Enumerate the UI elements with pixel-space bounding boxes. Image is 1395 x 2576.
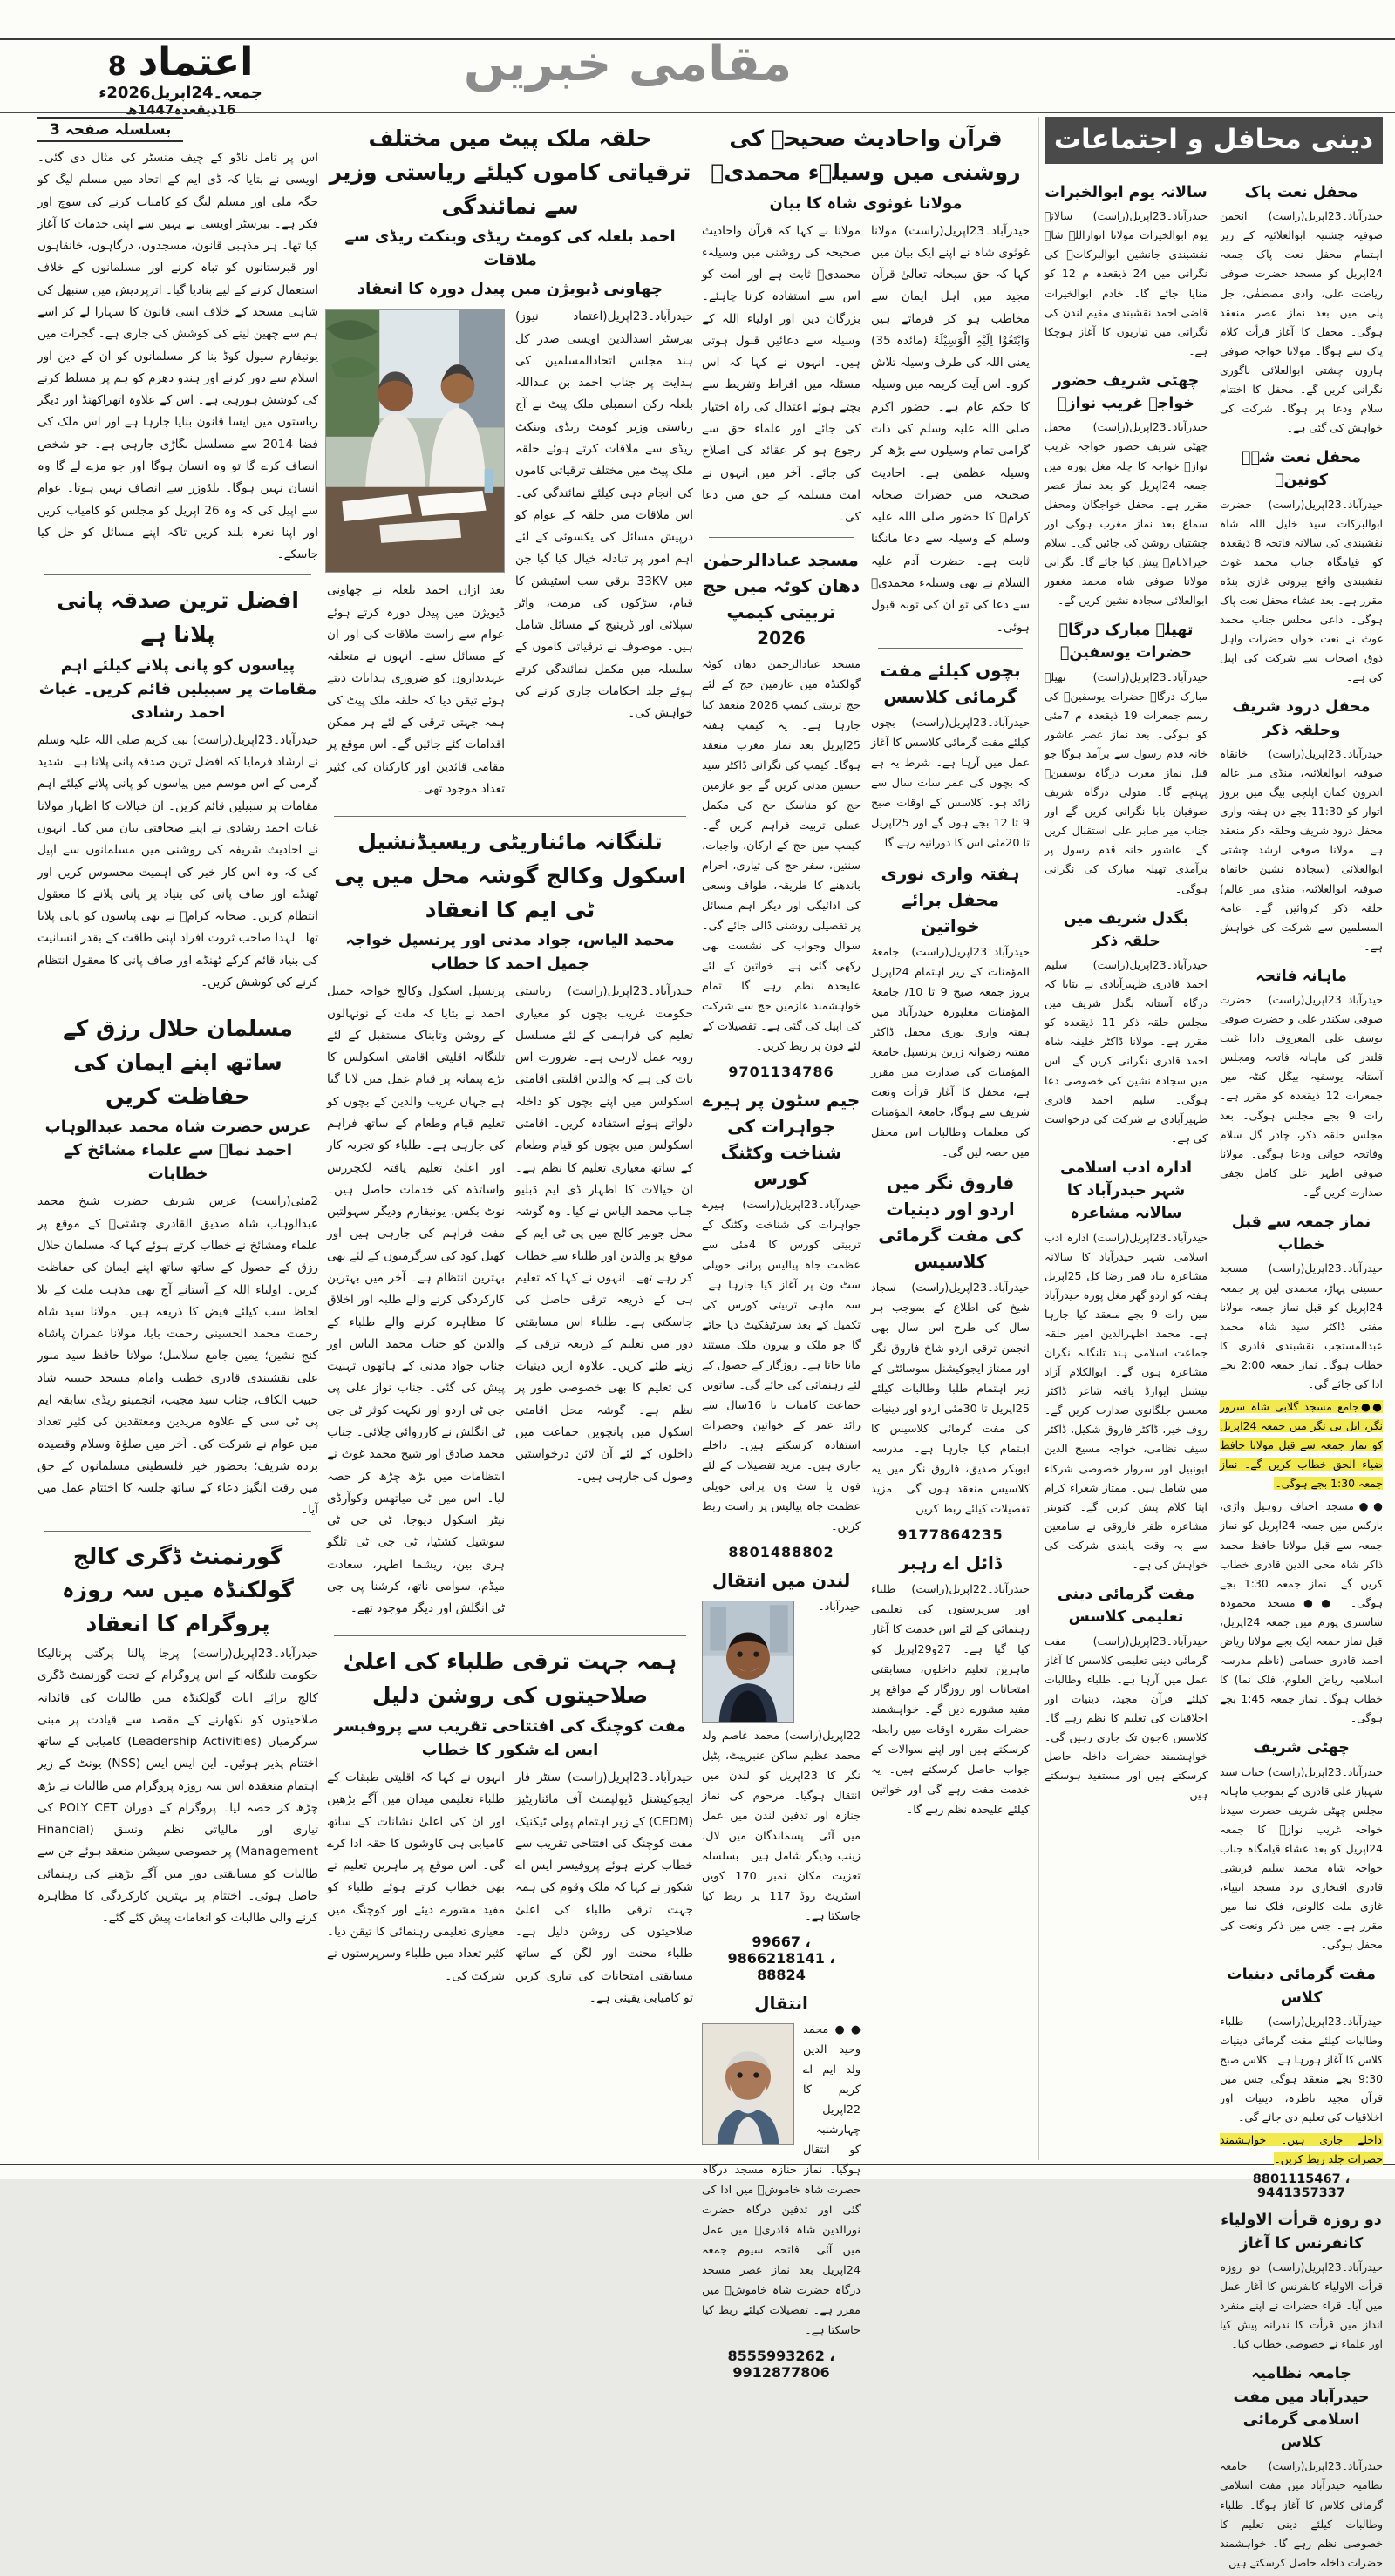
religious-item-body: حیدرآباد۔23اپریل(راست) مسجد حسینی پہاڑ، محمدی لین پر جمعہ 24اپریل کو قبل نماز جمعہ مولانا مفتی ڈاکٹر سید شاہ محمد عبدالمستجب نقشبندی قادری کا خطاب ہوگا۔ نماز جمعہ 2:00 بجے ادا کی جائے گی۔ xyxy=(1220,1261,1383,1390)
malakpet-headline: حلقہ ملک پیٹ میں مختلف ترقیاتی کاموں کیلئے ریاستی وزیر سے نمائندگی xyxy=(329,126,691,219)
religious-item-phone: 8801115467 ، 9441357337 xyxy=(1252,2172,1351,2201)
obituary-portrait-photo xyxy=(702,1601,794,1723)
religious-item xyxy=(1220,1737,1383,1954)
malakpet-deck3: چھاونی ڈیویژن میں پیدل دورہ کا انعقاد xyxy=(357,280,663,299)
religious-item-title: تھیلہ مبارک درگاہ حضرات یوسفینؒ xyxy=(1058,622,1194,663)
london-obituary-block xyxy=(702,1597,861,1927)
column-5 xyxy=(871,221,1030,2389)
degree-college-body: حیدرآباد۔23اپریل(راست) پرجا پالنا پرگتی پرنالیکا حکومت تلنگانہ کے اس پروگرام کے تحت گورنمنٹ ڈگری کالج برائے اناث گولکنڈہ میں طالبات کی قائدانہ صلاحیتوں کو نکھارنے کے مقصد سے قیادت پر مبنی سرگرمیاں (Leadership Activities) کامیابی کے ساتھ اختتام پذیر ہوئیں۔ این ایس ایس (NSS) یونٹ کے زیر اہتمام منعقدہ اس سہ روزہ پروگرام میں طالبات نے بڑھ چڑھ کر حصہ لیا۔ پروگرام کے دوران POLY CET کی تیاری اور مالیاتی نظم ونسق (Financial Management) پر خصوصی سیشن منعقد ہوئے جن سے طالبات کو مسابقتی دور میں آگے بڑھنے کی رہنمائی حاصل ہوئی۔ اختتام پر بہترین کارکردگی کا مظاہرہ کرنے والی طالبات کو انعامات پیش کئے گئے۔ xyxy=(37,1646,318,1926)
halal-headline: مسلمان حلال رزق کے ساتھ اپنے ایمان کی حفاظت کریں xyxy=(63,1016,293,1109)
london-obituary-headline: لندن میں انتقال xyxy=(711,1569,851,1591)
page-number: 8 xyxy=(107,51,126,82)
death-notice-body: ●●محمد وحید الدین ولد ایم اے کریم کا 22اپریل چہارشنبہ کو انتقال ہوگیا۔ نماز جنازہ مسجد درگاہ حضرت شاہ خاموشؒ میں ادا کی گئی اور تدفین درگاہ حضرت نورالدین شاہ قادریؒ میں عمل میں آئی۔ فاتحہ سیوم جمعہ 24اپریل بعد نماز عصر مسجد درگاہ حضرت شاہ خاموشؒ میں مقرر ہے۔ تفصیلات کیلئے ربط کیا جاسکتا ہے۔ xyxy=(702,2022,861,2338)
meeting-photo xyxy=(325,309,505,573)
religious-item xyxy=(1220,965,1383,1202)
halal-subhead: عرس حضرت شاہ محمد عبدالوہاب احمد نماؒ سے علماء مشائخ کے خطابات xyxy=(44,1118,311,1184)
coaching-body-right: حیدرآباد۔23اپریل(راست) سنٹر فار ایجوکیشنل ڈیولپمنٹ آف مائناریٹیز (CEDM) کے زیر اہتمام پولی ٹیکنیک مفت کوچنگ کی افتتاحی تقریب سے خطاب کرتے ہوئے پروفیسر ایس اے شکور نے کہا کہ ملک وقوم کی ہمہ جہت ترقی طلباء کی اعلیٰ صلاحیتوں کی روشن دلیل ہے۔ طلباء محنت اور لگن کے ساتھ مسابقتی امتحانات کی تیاری کریں تو کامیابی یقینی ہے۔ xyxy=(515,1770,693,2005)
hajj-camp-headline: مسجد عبادالرحمٰن دھان کوٹہ میں حج تربیتی کیمپ 2026 xyxy=(702,549,861,649)
article-divider xyxy=(878,648,1023,649)
ptm-headline: تلنگانہ مائناریٹی ریسیڈنشیل اسکول وکالج گوشہ محل میں پی ٹی ایم کا انعقاد xyxy=(334,829,686,922)
religious-item-title: ماہانہ فاتحہ xyxy=(1256,967,1347,985)
london-obituary-body: حیدرآباد۔22اپریل(راست) محمد عاصم ولد محمد عظیم ساکن عنبرپیٹ، پٹیل نگر کا 23اپریل کو لندن میں انتقال ہوگیا۔ مرحوم کی نماز جنازہ اور تدفین لندن میں عمل میں آئی۔ پسماندگان میں لال، زینب ودیگر شامل ہیں۔ بسلسلہ تعزیت مکان نمبر 170 کویں اسٹریٹ روڈ 117 پر ربط کیا جاسکتا ہے۔ xyxy=(702,1600,861,1923)
religious-column-left xyxy=(1045,173,1208,2576)
halal-body: 2مئی(راست) عرس شریف حضرت شیخ محمد عبدالوہاب شاہ صدیق القادری چشتیؒ کے موقع پر علماء ومشائخ نے خطاب کرتے ہوئے کہا کہ مسلمان حلال رزق کے حصول کے ساتھ ساتھ اپنے ایمان کی حفاظت کریں۔ اولیاء اللہ کے آستانے آج بھی مذہب ملت کے بلا لحاظ سب کیلئے فیض کا ذریعہ ہیں۔ مولانا سید شاہ رحمت محمد الحسینی رحمت بابا، مولانا عمران پاشاہ کنج نشین؛ یمین جامع سلاسل؛ مولانا حافظ سید منور علی نقشبندی قادری خطیب وامام مسجد حبیبیہ شاد حبیب الکاف، جناب سید مجیب، انجمینو ریڈی سابقہ ایم پی ٹی سی کے علاوہ مریدین ومعتقدین کی کثیر تعداد میں عوام نے شرکت کی۔ آخر میں صلوٰۃ وسلام وقصیدہ بردہ شریف؛ بحضور خیر فلسطینی مسلمانوں کے حق میں رقت انگیز دعاء کے ساتھ جلسہ کا اختتام عمل میں آیا۔ xyxy=(37,1194,318,1518)
religious-item xyxy=(1045,1583,1208,1805)
section-title: مقامی خبریں xyxy=(463,36,793,92)
column-3 xyxy=(515,981,693,1627)
gemstone-course-phone: 8801488802 xyxy=(728,1543,834,1560)
region-quran xyxy=(702,117,1031,2382)
lead-article-body: اس پر تامل ناڈو کے چیف منسٹر کی مثال دی گئی۔ اویسی نے بتایا کہ ڈی ایم کے اتحاد میں مسلم لیگ کو جگہ ملی اور مسلم لیگ کو کامیاب کرنے کی سوچ اور فکر ہے۔ بیرسٹر اویسی نے یہیں سے اپنی خدمات کا آغاز کیا تھا۔ ہر مذہبی قانون، مسجدوں، درگاہوں، خانقاہوں اور قبرستانوں کو تباہ کرنے اور مسلمانوں کے خلاف استعمال کرنے کے لیے بنادیا گیا۔ اترپردیش میں سنبھل کی شاہی مسجد کے خلاف اسی قانون کا سہارا لے کر اسے ہم سے چھین لینے کی کوشش کی جاری ہے۔ گجرات میں یونیفارم سیول کوڈ بنا کر مسلمانوں کو ان کے دین اور اسلام سے دور کرنے اور ہندو دھرم کو ہم پر مسلط کرنے کی کوشش ہورہی ہے۔ اس کے علاوہ اتھراکھنڈ اور دیگر ریاستوں میں ایسا قانون بنایا جارہا ہے اور اس ملک کی فضا 2014 سے مسلسل بگاڑی جارہی ہے۔ جو شخص انصاف کرے گا تو وہ انسان ہوگا اور جو مزے لے گا وہ انسان نہیں ہوگا۔ بلڈوزر سے انصاف نہیں ہوتا۔ عوام سے اپیل کی کہ وہ 26 اپریل کو مجلس کو کامیاب کریں اور اپنا نعرہ بلند کریں تاکہ اپنے مسائل کو حل کیا جاسکے۔ xyxy=(37,151,319,562)
religious-section xyxy=(1038,117,1384,2569)
religious-item xyxy=(1220,696,1383,955)
column-2 xyxy=(327,981,505,1627)
column-3 xyxy=(515,1767,693,2016)
religious-item-body: حیدرآباد۔23اپریل(راست) دو روزہ قرأت الاولیاء کانفرنس کا آغاز عمل میں آیا۔ قراء حضرات نے اپنے منفرد انداز میں قرأت کا نذرانہ پیش کیا اور علماء نے خصوصی خطاب کیا۔ xyxy=(1220,2260,1383,2351)
religious-item xyxy=(1045,1157,1208,1574)
religious-item-title: بگدل شریف میں حلقہ ذکر xyxy=(1063,909,1189,950)
religious-column-right xyxy=(1220,173,1383,2576)
article-divider xyxy=(334,816,686,817)
degree-college-headline: گورنمنٹ ڈگری کالج گولکنڈہ میں سہ روزہ پروگرام کا انعقاد xyxy=(62,1543,294,1637)
dial-body: حیدرآباد۔22اپریل(راست) طلباء اور سرپرستوں کی تعلیمی رہنمائی کے لئے اس خدمت کا آغاز کیا گیا ہے۔ 27و29اپریل کو ماہرین تعلیم داخلوں، مسابقتی امتحانات اور روزگار کے مواقع پر مفید مشورے دیں گے۔ خواہشمند حضرات مقررہ اوقات میں رابطہ کرسکتے ہیں اور اپنے سوالات کے جواب حاصل کرسکتے ہیں۔ یہ خدمت مفت رہے گی اور خواتین کیلئے علیحدہ نظم رہے گا۔ xyxy=(871,1582,1031,1818)
article-divider xyxy=(709,537,854,538)
noor-mahfil-body: حیدرآباد۔23اپریل(راست) جامعۃ المؤمنات کے زیر اہتمام 24اپریل بروز جمعہ صبح 9 تا 10/ جامعۃ المؤمنات مغلپورہ حیدرآباد میں ہفتہ واری نوری محفل ڈاکٹر مفتیہ رضوانہ زرین پرنسپل جامعۃ المؤمنات کی صدارت میں مقرر ہے، محفل کا آغاز قرأت ونعت شریف سے ہوگا، جامعۃ المؤمنات کی معلمات وطالبات اس محفل میں حصہ لیں گی۔ xyxy=(871,946,1030,1160)
kids-classes-headline: بچوں کیلئے مفت گرمائی کلاسس xyxy=(880,659,1021,707)
date-line: جمعہ۔24اپریل2026ء xyxy=(99,84,262,102)
religious-item-title: مفت گرمائی دینی تعلیمی کلاسس xyxy=(1057,1586,1195,1627)
religious-item-title: ادارہ ادب اسلامی شہر حیدرآباد کا سالانہ مشاعرہ xyxy=(1059,1159,1193,1223)
religious-item-body: حیدرآباد۔23اپریل(راست) مفت گرمائی دینی تعلیمی کلاسس کا آغاز عمل میں آرہا ہے۔ طلباء وطالبات کیلئے قرآن مجید، دینیات اور اخلاقیات کی تعلیم کا نظم رہے گا۔ کلاسس 6جون تک جاری رہیں گی۔ خواہشمند حضرات داخلہ حاصل کرسکتے ہیں اور مستفید ہوسکتے ہیں۔ xyxy=(1045,1634,1208,1802)
article-divider xyxy=(334,1635,686,1636)
religious-item-body: حیدرآباد۔23اپریل(راست) خانقاہ صوفیہ ابوالعلائیہ، منڈی میر عالم اندرون کمان اپلچی بیگ میں بروز اتوار کو 11:30 بجے دن ہفتہ واری محفل درود شریف وحلقہ ذکر منعقد ہے۔ مولانا صوفی ارشد چشتی ابوالعلائی (سجادہ نشین خانقاہ صوفیہ ابوالعلائیہ، منڈی میر عالم) حلقہ ذکر کروائیں گے۔ عامۃ المسلمین سے شرکت کی خواہش ہے۔ xyxy=(1220,746,1383,953)
dial-headline: ڈائل اے رہبر xyxy=(899,1552,1002,1573)
continued-label-wrap xyxy=(37,117,318,142)
hijri-date-line: 16ذیقعدہ1447ھ xyxy=(125,102,236,118)
religious-item-title: محفل درود شریف وحلقہ ذکر xyxy=(1232,698,1371,739)
paper-name: اعتماد xyxy=(138,40,254,85)
religious-item-highlight: ●●جامع مسجد گلابی شاہ سرور نگر، ایل بی نگر میں جمعہ 24اپریل کو نماز جمعہ سے قبل مولانا حافظ ضیاء الحق خطاب کریں گے۔ نماز جمعہ 1:30 بجے ہوگی۔ xyxy=(1220,1399,1383,1491)
religious-section-header: دینی محافل و اجتماعات xyxy=(1045,117,1383,164)
religious-item-body: حیدرآباد۔23اپریل(راست) سالانہ یوم ابوالخیرات مولانا انواراللہ شاہ نقشبندی جانشین ابوالبرکاتؒ کی نگرانی میں 24 ذیقعدہ م 12 کو منایا جائے گا۔ خادم ابوالخیرات قاضی احمد نقشبندی مقیم لندن کی نگرانی میں تیاریوں کا آغاز ہوچکا ہے۔ xyxy=(1045,209,1208,357)
quran-headline: قرآن واحادیث صحیحہ کی روشنی میں وسیلہء محمدیؐ xyxy=(711,126,1021,185)
religious-item-body: حیدرآباد۔23اپریل(راست) جامعہ نظامیہ حیدرآباد میں مفت اسلامی گرمائی کلاس کا آغاز ہوگا۔ طلباء وطالبات کیلئے دینی تعلیم کا خصوصی نظم رہے گا۔ خواہشمند حضرات داخلہ حاصل کرسکتے ہیں۔ xyxy=(1220,2459,1383,2569)
religious-item-body2: ●●مسجد احناف روہیل واڑی، بارکس میں جمعہ 24اپریل کو نماز جمعہ سے قبل مولانا حافظ محمد ذاکر شاہ محی الدین قادری خطاب کریں گے۔ نماز جمعہ 1:30 بجے ہوگی۔ ●●مسجد محمودہ شاستری پورم میں جمعہ 24اپریل، قبل نماز جمعہ ایک بجے مولانا ریاض احمد قادری حسامی (ناظم مدرسہ اسلامیہ ریاض العلوم، فلک نما) کا خطاب ہوگا۔ نماز جمعہ 1:45 بجے ہوگی۔ xyxy=(1220,1499,1383,1725)
religious-item xyxy=(1220,1963,1383,2200)
hajj-camp-phone: 9701134786 xyxy=(728,1064,834,1081)
religious-item-title: دو روزہ قرأت الاولیاء کانفرنس کا آغاز xyxy=(1221,2212,1382,2253)
ptm-body-right: حیدرآباد۔23اپریل(راست) ریاستی حکومت غریب بچوں کو معیاری تعلیم کی فراہمی کے لئے مسلسل روبہ عمل لارہی ہے۔ ضرورت اس بات کی ہے کہ والدین اقلیتی اقامتی اسکولس میں اپنے بچوں کو داخلہ دلواتے ہوئے استفادہ کریں۔ اقامتی اسکولس میں بچوں کو قیام وطعام کے ساتھ معیاری تعلیم کا نظم ہے۔ ان خیالات کا اظہار ڈی ایم ڈبلیو جناب محمد الیاس نے کیا۔ وہ گوشہ محل جونیر کالج میں پی ٹی ایم کے موقع پر والدین اور طلباء سے خطاب کر رہے تھے۔ انہوں نے کہا کہ تعلیم ہی کے ذریعہ ترقی حاصل کی جاسکتی ہے۔ طلباء اس مسابقتی دور میں تعلیم کے ذریعہ ترقی کے زینے طئے کریں۔ علاوہ ازیں دینیات کی تعلیم کا بھی خصوصی طور پر نظم ہے۔ گوشہ محل اقامتی اسکول میں پانچویں جماعت میں داخلوں کے لئے آن لائن درخواستیں وصول کی جارہی ہیں۔ xyxy=(515,984,693,1484)
death-notice-portrait-photo xyxy=(702,2023,794,2145)
farooq-nagar-headline: فاروق نگر میں اردو اور دینیات کی مفت گرمائی کلاسیس xyxy=(878,1172,1023,1273)
religious-item-highlight: داخلے جاری ہیں۔ خواہشمند حضرات جلد ربط کریں۔ xyxy=(1220,2133,1383,2166)
quran-body-right: حیدرآباد۔23اپریل(راست) مولانا غوثوی شاہ نے اپنے ایک بیان میں کہا کہ حق سبحانہ تعالیٰ قرآن مجید میں اہل ایمان سے مخاطب ہو کر فرماتے ہیں وَابْتَغُوْا اِلَیْہِ الْوَسِیْلَۃَ (مائدہ 35) یعنی اللہ کی طرف وسیلہ تلاش کرو۔ اس آیت کریمہ میں وسیلہ کا حکم عام ہے۔ حضور اکرم صلی اللہ علیہ وسلم کی ذات گرامی تمام وسیلوں سے بڑھ کر وسیلہ عظمیٰ ہے۔ احادیث صحیحہ میں حضرات صحابہ کرامؓ کا حضور صلی اللہ علیہ وسلم کے وسیلہ سے دعا مانگنا ثابت ہے۔ حضرت آدم علیہ السلام نے بھی وسیلہء محمدیؐ سے دعا کی تو ان کی توبہ قبول ہوئی۔ xyxy=(871,223,1030,635)
religious-item xyxy=(1045,619,1208,898)
farooq-nagar-body: حیدرآباد۔23اپریل(راست) سجاد شیخ کی اطلاع کے بموجب ہر سال کی طرح اس سال بھی انجمن ترقی اردو شاخ فاروق نگر اور ممتاز ایجوکیشنل سوسائٹی کے زیر اہتمام طلبا وطالبات کیلئے 25اپریل تا 30مئی اردو اور دینیات کی مفت گرمائی کلاسیس کا اہتمام کیا جارہا ہے۔ مدرسہ ابوبکر صدیق، فاروق نگر میں یہ کلاسیس منعقد ہوں گی۔ مزید تفصیلات کیلئے ربط کریں۔ xyxy=(871,1281,1031,1516)
religious-item xyxy=(1045,181,1208,361)
malakpet-body-left: بعد ازاں احمد بلعلہ نے چھاونی ڈیویژن میں پیدل دورہ کرتے ہوئے عوام سے راست ملاقات کی اور ان کے مسائل سنے۔ انہوں نے متعلقہ عہدیداروں کو ضروری ہدایات دیتے ہوئے تیقن دیا کہ حلقہ ملک پیٹ کی ہمہ جہتی ترقی کے لئے ہر ممکن اقدامات کئے جائیں گے۔ اس موقع پر مقامی قائدین اور کارکنان کی کثیر تعداد موجود تھی۔ xyxy=(327,583,505,796)
gemstone-course-body: حیدرآباد۔23اپریل(راست) ہیرے جواہرات کی شناخت وکٹنگ کے تربیتی کورس کا 4مئی سے عظمت جاہ پیالیس پرانی حویلی سٹ ون پر آغاز کیا جارہا ہے۔ سہ ماہی تربیتی کورس کی تکمیل کے بعد سرٹیفکیٹ دیا جائے گا جو ملک و بیرون ملک مستند مانا جاتا ہے۔ روزگار کے حصول کے لئے رہنمائی کی جائے گی۔ ساتویں جماعت کامیاب یا 16سال سے زائد عمر کے خواتین وحضرات استفادہ کرسکتے ہیں۔ داخلے جاری ہیں۔ مزید تفصیلات کے لئے فون یا سٹ ون پرانی حویلی عظمت جاہ پیالیس پر راست ربط کریں۔ xyxy=(702,1199,861,1533)
religious-item xyxy=(1220,1211,1383,1728)
religious-item xyxy=(1220,2362,1383,2572)
religious-item-title: محفل نعت شہہ کونینؐ xyxy=(1241,449,1362,490)
coaching-headline: ہمہ جہت ترقی طلباء کی اعلیٰ صلاحیتوں کی روشن دلیل xyxy=(343,1648,677,1709)
masthead xyxy=(45,40,316,118)
religious-item xyxy=(1220,446,1383,687)
noor-mahfil-headline: ہفتہ واری نوری محفل برائے خواتین xyxy=(881,863,1020,937)
religious-item xyxy=(1045,907,1208,1148)
religious-item xyxy=(1045,370,1208,610)
religious-item-title: نماز جمعہ سے قبل خطاب xyxy=(1231,1213,1371,1254)
column-3 xyxy=(515,306,693,807)
ptm-subhead: محمد الیاس، جواد مدنی اور پرنسپل خواجہ جمیل احمد کا خطاب xyxy=(345,931,675,974)
column-2 xyxy=(327,1767,505,2016)
quran-body-left: مولانا نے کہا کہ قرآن واحادیث صحیحہ کی روشنی میں وسیلہء محمدیؐ ثابت ہے اور امت کو اس سے استفادہ کرنا چاہئے۔ بزرگان دین اور اولیاء اللہ کے وسیلہ سے دعائیں قبول ہوتی ہیں۔ انہوں نے کہا کہ اس مسئلہ میں افراط وتفریط سے بچتے ہوئے اعتدال کی راہ اختیار کی جائے اور علماء حق سے رجوع ہو کر عقائد کی اصلاح کی جائے۔ آخر میں انہوں نے امت مسلمہ کے حق میں دعا کی۔ xyxy=(702,223,861,525)
ptm-body-left: پرنسپل اسکول وکالج خواجہ جمیل احمد نے بتایا کہ ملت کے نونہالوں کے روشن وتابناک مستقبل کے لئے تلنگانہ اقلیتی اقامتی اسکولس کا بڑے پیمانہ پر قیام عمل میں لایا گیا ہے جہاں غریب والدین کے بچوں کو تعلیم قیام وطعام کے ساتھ فراہم کی جارہی ہے۔ طلباء کو تجربہ کار اور اعلیٰ تعلیم یافتہ لکچررس واساتذہ کی خدمات حاصل ہیں۔ نوٹ بکس، یونیفارم ودیگر سہولتیں مفت فراہم کی جارہی ہیں اور کھیل کود کی سرگرمیوں کے لئے بھی بہترین انتظام ہے۔ آخر میں بہترین کارکردگی کرنے والے طلبہ اور اخلاق کا مظاہرہ کرنے والے طلباء کے والدین کو جناب محمد الیاس اور جناب جواد مدنی کے ہاتھوں تہنیت پیش کی گئی۔ جناب نواز علی پی جی ٹی اردو اور نکہت کوثر ٹی جی ٹی انگلش نے کارروائی چلائی۔ جناب محمد صادق اور شیخ محمد غوث نے انتظامات میں بڑھ چڑھ کر حصہ لیا۔ اس میں ٹی میاتھس وکوآرڈی نیٹر اسکول دیوجا، ٹی جی ٹی سوشیل کشٹیا، ٹی جی ٹی تلگو ہری بین، ریشما اطہر، سعادت میڈم، سوامی ناتھ، کرشنا پی جی ٹی انگلش اور دیگر موجود تھے۔ xyxy=(327,984,505,1616)
column-1 xyxy=(37,117,318,2160)
religious-item-body: حیدرآباد۔23اپریل(راست) جناب سید شہباز علی قادری کے بموجب ماہانہ مجلس چھٹی شریف حضرت سیدنا خواجہ غریب نوازؒ کا جمعہ 24اپریل کو بعد عشاء قیامگاہ جناب خواجہ شاہ محمد سلیم قریشی قادری افتخاری نزد مسجد انبیاء، غازی ملت کالونی، فلک نما میں مقرر ہے۔ جس میں ذکر ونعت کی محفل ہوگی۔ xyxy=(1220,1764,1383,1952)
religious-item-title: چھٹی شریف xyxy=(1253,1739,1350,1757)
quran-subhead: مولانا غوثوی شاہ کا بیان xyxy=(769,194,963,213)
water-subhead: پیاسوں کو پانی پلانے کیلئے اہم مقامات پر سبیلیں قائم کریں۔ غیاث احمد رشادی xyxy=(38,656,317,722)
religious-item-title: چھٹی شریف حضور خواجہ غریب نوازؒ xyxy=(1052,371,1200,413)
malakpet-deck2: احمد بلعلہ کی کومٹ ریڈی وینکٹ ریڈی سے ملاقات xyxy=(344,228,676,270)
coaching-subhead: مفت کوچنگ کی افتتاحی تقریب سے پروفیسر ایس اے شکور کا خطاب xyxy=(334,1716,686,1759)
religious-item-title: مفت گرمائی دینیات کلاس xyxy=(1227,1966,1376,2007)
death-notice-headline: انتقال xyxy=(754,1992,808,2014)
london-obituary-phones: 99667 ، 9866218141 ، 88824 xyxy=(727,1933,835,1983)
hajj-camp-body: مسجد عبادالرحمٰن دھان کوٹہ گولکنڈہ میں عازمین حج کے لئے حج تربیتی کیمپ 2026 منعقد کیا جارہا ہے۔ یہ کیمپ ہفتہ 25اپریل بعد نماز مغرب منعقد ہوگا۔ کیمپ کی نگرانی ڈاکٹر سید حسین مدنی کریں گے جو عازمین حج کو مناسک حج کی مکمل عملی تربیت فراہم کریں گے۔ کیمپ میں حج کے ارکان، واجبات، سنتیں، سفر حج کی تیاری، احرام باندھنے کا طریقہ، طواف وسعی کی ادائیگی اور دیگر اہم مسائل پر تفصیلی روشنی ڈالی جائے گی۔ سوال وجواب کی نشست بھی رکھی گئی ہے۔ خواتین کے لئے علیحدہ نظم رہے گا۔ تمام خواہشمند عازمین حج سے شرکت کی اپیل کی گئی ہے۔ تفصیلات کے لئے فون پر ربط کریں۔ xyxy=(702,658,861,1054)
religious-item-body: حیدرآباد۔23اپریل(راست) محفل چھٹی شریف حضور خواجہ غریب نوازؒ خواجہ کا چلہ مغل پورہ میں جمعہ 24اپریل کو بعد نماز عصر مقرر ہے۔ محفل خواجگان ومحفل سماع بعد نماز مغرب ہوگی اور چشتیاں روشن کی جائیں گی۔ سلام خیرالانامؐ پیش کیا جائے گا۔ نگرانی مولانا صوفی شاہ محمد مغفور ابوالعلائی سجادہ نشین کریں گے۔ xyxy=(1045,420,1208,608)
religious-item-body: حیدرآباد۔23اپریل(راست) حضرت ابوالبرکات سید خلیل اللہ شاہ نقشبندی کی سالانہ فاتحہ 8 ذیقعدہ کو قیامگاہ جناب محمد غوث نقشبندی واقع بیرونی غازی بنڈہ مقرر ہے۔ بعد عشاء محفل نعت پاک ہوگی۔ داعی مجلس جناب محمد غوث نے نعت خواں حضرات واہل ذوق اصحاب سے شرکت کی اپیل کی ہے۔ xyxy=(1220,497,1383,684)
religious-item-title: جامعہ نظامیہ حیدرآباد میں مفت اسلامی گرمائی کلاس xyxy=(1233,2365,1370,2452)
water-headline: افضل ترین صدقہ پانی پلانا ہے xyxy=(57,588,299,648)
religious-item-body: حیدرآباد۔23اپریل(راست) انجمن صوفیہ چشتیہ ابوالعلائیہ کے زیر اہتمام محفل نعت پاک جمعہ 24اپریل کو مسجد حضرت صوفی ریاضت علی، وادی مصطفٰی، جل پلی میں بعد نماز عصر منعقد ہوگی۔ محفل کا آغاز قرأت کلام پاک سے ہوگا۔ مولانا خواجہ صوفی ہارون چشتی ابوالعلائی ناگوری نگرانی کریں گے۔ محفل کا اختتام سلام ودعا پر ہوگا۔ شرکت کی خواہش کی گئی ہے۔ xyxy=(1220,209,1383,435)
article-divider xyxy=(44,1531,311,1532)
death-notice-phones: 8555993262 ، 9912877806 xyxy=(727,2348,835,2382)
religious-item-body: حیدرآباد۔23اپریل(راست) ادارہ ادب اسلامی شہر حیدرآباد کا سالانہ مشاعرہ بیاد قمر رضا کل 25اپریل ہفتہ کو اردو گھر مغل پورہ حیدرآباد میں رات 9 بجے منعقد کیا جارہا ہے۔ محمد اظہرالدین امیر حلقہ جماعت اسلامی ہند تلنگانہ نگران مشاعرہ ہوں گے۔ ابوالکلام آزاد نیشنل ایوارڈ یافتہ شاعر ڈاکٹر محسن جلگانوی صدارت کریں گے۔ روف خیر، ڈاکٹر فاروق شکیل، ڈاکٹر سیف نظامی، خواجہ مسیح الدین ابونبیل اور سروار خصوصی شرکاء میں شامل ہیں۔ ممتاز شعراء کرام اپنا کلام پیش کریں گے۔ کنوینر مشاعرہ ظفر فاروقی نے سامعین سے بہ وقت پابندی شرکت کی خواہش کی ہے۔ xyxy=(1045,1230,1208,1571)
religious-item-body: حیدرآباد۔23اپریل(راست) سلیم احمد قادری ظہیرآبادی نے بتایا کہ درگاہ آستانہ بگدل شریف میں مجلس حلقہ ذکر 11 ذیقعدہ کو مقرر ہے۔ مولانا ڈاکٹر خلیفہ شاہ احمد قادری نگرانی کریں گے۔ اس میں سجادہ نشین کی خصوصی دعا ہوگی۔ سلیم احمد قادری ظہیرآبادی نے شرکت کی درخواست کی ہے۔ xyxy=(1045,958,1208,1145)
death-notice-block xyxy=(702,2020,861,2342)
religious-item-title: محفل نعت پاک xyxy=(1244,184,1358,201)
farooq-nagar-phone: 9177864235 xyxy=(897,1526,1004,1543)
malakpet-body-right: حیدرآباد۔23اپریل(اعتماد نیوز) بیرسٹر اسدالدین اویسی صدر کل ہند مجلس اتحادالمسلمین کی ہدایت پر جناب احمد بن عبداللہ بلعلہ رکن اسمبلی ملک پیٹ نے آج ریاستی وزیر کومٹ ریڈی وینکٹ ریڈی سے ملاقات کرتے ہوئے حلقہ ملک پیٹ میں مختلف ترقیاتی کاموں کی انجام دہی کیلئے نمائندگی کی۔ اس ملاقات میں حلقہ کے عوام کو درپیش مسائل کی یکسوئی کے لئے اہم امور پر تبادلہ خیال کیا گیا جن میں 33KV برقی سب اسٹیشن کا قیام، سڑکوں کی مرمت، واٹر سپلائی اور ڈرینیج کے مسائل شامل ہیں۔ موصوف نے ترقیاتی کاموں کے سلسلہ میں مکمل نمائندگی کرتے ہوئے جلد احکامات جاری کرنے کی خواہش کی۔ xyxy=(515,309,693,721)
page-content xyxy=(12,117,1384,2569)
column-4 xyxy=(702,221,861,2389)
kids-classes-body: حیدرآباد۔23اپریل(راست) بچوں کیلئے مفت گرمائی کلاسس کا آغاز عمل میں آرہا ہے۔ شرط یہ ہے کہ بچوں کی عمر سات سال سے زائد ہو۔ کلاسس کے اوقات صبح 9 تا 12 بجے ہوں گے اور 25اپریل تا 20مئی اس کا دورانیہ رہے گا۔ xyxy=(871,716,1030,851)
religious-item xyxy=(1220,181,1383,438)
religious-item xyxy=(1220,2209,1383,2354)
religious-item-body: حیدرآباد۔23اپریل(راست) تھیلہ مبارک درگاہ حضرات یوسفینؒ کی رسم جمعرات 19 ذیقعدہ م 7مئی کو ہوگی۔ بعد نماز عصر عاشور خانہ قدم رسول سے برآمد ہوگا جو قبل نماز مغرب درگاہ یوسفینؒ پہنچے گا۔ متولی درگاہ شریف صوفیان بابا نگرانی کریں گے اور جناب میر صابر علی استقبال کریں گے۔ عاشور خانہ قدم رسول پر برآمدی تھیلہ مبارک کی نگرانی ہوگی۔ xyxy=(1045,669,1208,895)
religious-item-body: حیدرآباد۔23اپریل(راست) طلباء وطالبات کیلئے مفت گرمائی دینیات کلاس کا آغاز ہورہا ہے۔ کلاس صبح 9:30 بجے منعقد ہوگی جس میں قرآن مجید ناظرہ، دینیات اور اخلاقیات کی تعلیم دی جائے گی۔ xyxy=(1220,2014,1383,2124)
water-body: حیدرآباد۔23اپریل(راست) نبی کریم صلی اللہ علیہ وسلم نے ارشاد فرمایا کہ افضل ترین صدقہ پانی پلانا ہے۔ شدید گرمی کے اس موسم میں پیاسوں کو پانی پلانے کیلئے اہم مقامات پر سبیلیں قائم کریں۔ ان خیالات کا اظہار مولانا غیاث احمد رشادی نے اپنے صحافتی بیان میں کیا۔ انہوں نے احادیث شریفہ کی روشنی میں مسلمانوں سے اپیل کی کہ وہ اس کار خیر کی اہمیت محسوس کریں اور ٹھنڈے اور صاف پانی کی بنیاد پر پانی پلانے کا معقول انتظام کریں۔ صحابہ کرامؓ نے بھی پیاسوں کو پانی پلایا تھا۔ لہذا صاحب ثروت افراد اپنی طاقت کے بقدر انسانیت کی بنیاد قائم کرکے ٹھنڈے اور صاف پانی کا معقول انتظام کرنے کی کوشش کریں۔ xyxy=(37,732,318,989)
gemstone-course-headline: جیم سٹون پر ہیرے جواہرات کی شناخت وکٹنگ کورس xyxy=(702,1090,861,1190)
religious-item-title: سالانہ یوم ابوالخیرات xyxy=(1045,184,1208,201)
header-rule xyxy=(0,112,1395,113)
coaching-body-left: انہوں نے کہا کہ اقلیتی طبقات کے طلباء تعلیمی میدان میں آگے بڑھیں اور ان کی اعلیٰ نشانات کے ساتھ کامیابی ہی کاوشوں کا حقہ ادا کرے گی۔ اس موقع پر ماہرین تعلیم نے بھی خطاب کرتے ہوئے طلباء کو مفید مشورے دیئے اور کوچنگ میں معیاری تعلیمی رہنمائی کا تیقن دیا۔ کثیر تعداد میں طلباء وسرپرستوں نے شرکت کی۔ xyxy=(327,1770,505,1983)
continued-from-label: بسلسلہ صفحہ 3 xyxy=(37,117,183,142)
region-malakpet xyxy=(327,117,693,2160)
religious-item-body: حیدرآباد۔23اپریل(راست) حضرت صوفی سکندر علی و حضرت صوفی یوسف علی المعروف دادا غیب قلندر کی ماہانہ فاتحہ ومجلس آستانہ یوسفیہ بیگل کنٹہ میں جمعرات 12 ذیقعدہ کو مقرر ہے۔ رات 9 بجے مجلس ہوگی۔ بعد مجلس حلقہ ذکر، چادر گل سلام وفاتحہ خوانی ودعا ہوگی۔ مولانا صوفی اطہر علی کامل نجفی صدارت کریں گے۔ xyxy=(1220,993,1384,1199)
column-2 xyxy=(327,306,505,807)
article-divider xyxy=(44,574,311,575)
